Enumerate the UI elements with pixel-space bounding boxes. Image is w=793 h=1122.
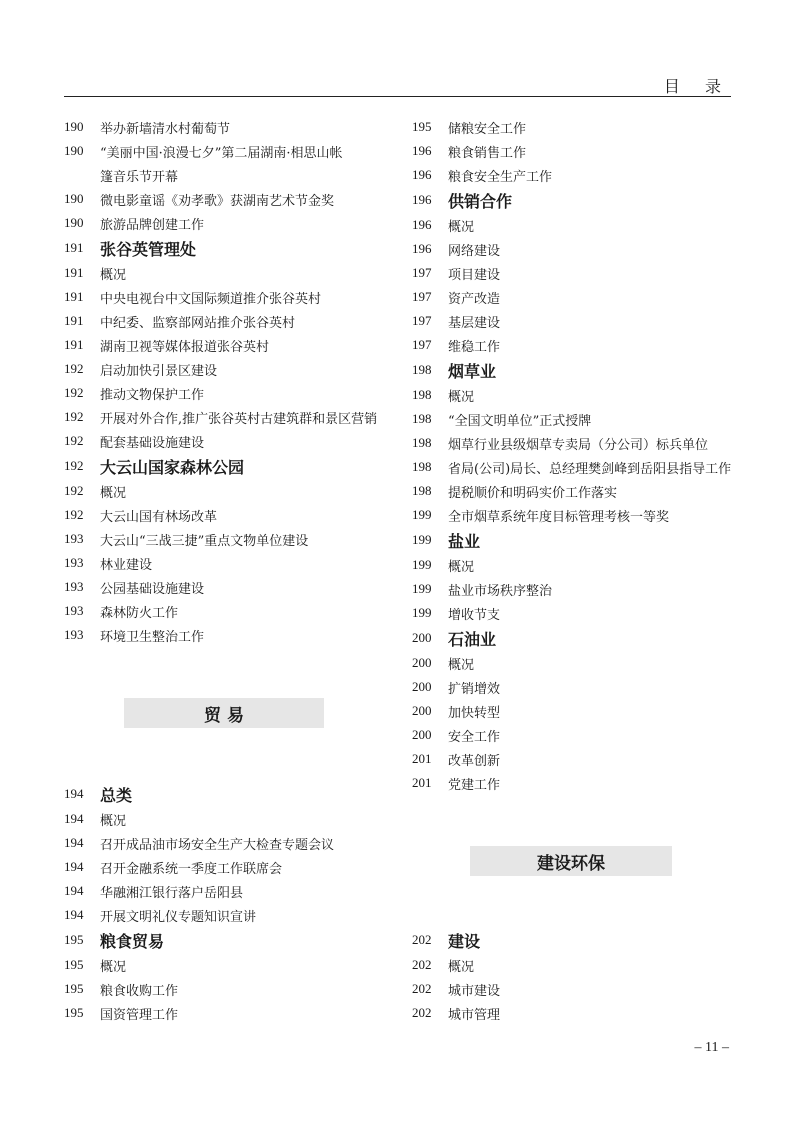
- toc-page-number: 192: [64, 385, 84, 400]
- toc-entry-text: 召开金融系统一季度工作联席会: [100, 861, 283, 877]
- toc-entry-text: 开展对外合作,推广张谷英村古建筑群和景区营销: [100, 411, 378, 427]
- toc-page-number: 194: [64, 907, 84, 922]
- toc-page-number: 192: [64, 409, 84, 424]
- toc-page-number: 191: [64, 313, 84, 328]
- toc-entry: [412, 139, 742, 163]
- toc-section-heading: [412, 527, 742, 553]
- toc-entry: [64, 163, 394, 187]
- toc-entry-text: 中纪委、监察部网站推介张谷英村: [100, 315, 296, 331]
- toc-entry: [64, 333, 394, 357]
- toc-entry: [412, 455, 742, 479]
- toc-heading-text: 烟草业: [448, 361, 497, 381]
- toc-left-bottom: [64, 781, 394, 1025]
- toc-entry-text: 概况: [448, 389, 475, 405]
- toc-entry-text: 粮食安全生产工作: [448, 169, 553, 185]
- toc-entry-text: 林业建设: [100, 557, 153, 573]
- toc-entry-text: 资产改造: [448, 291, 501, 307]
- toc-page-number: 193: [64, 603, 84, 618]
- toc-entry: [64, 623, 394, 647]
- toc-entry-text: 网络建设: [448, 243, 501, 259]
- toc-entry-text: 微电影童谣《劝孝歌》获湖南艺术节金奖: [100, 193, 335, 209]
- toc-page-number: 200: [412, 727, 432, 742]
- toc-entry-text: 召开成品油市场安全生产大检查专题会议: [100, 837, 335, 853]
- toc-entry: [412, 285, 742, 309]
- toc-entry-text: 概况: [448, 959, 475, 975]
- toc-page-number: 194: [64, 859, 84, 874]
- toc-entry-text: 储粮安全工作: [448, 121, 527, 137]
- toc-page-number: 195: [412, 119, 432, 134]
- toc-entry-text: 党建工作: [448, 777, 501, 793]
- toc-entry: [64, 903, 394, 927]
- toc-entry-text: 盐业市场秩序整治: [448, 583, 553, 599]
- toc-entry: [64, 261, 394, 285]
- toc-entry: [412, 651, 742, 675]
- toc-entry: [64, 953, 394, 977]
- toc-page-number: 199: [412, 532, 432, 547]
- toc-page-number: 191: [64, 337, 84, 352]
- toc-entry: [64, 503, 394, 527]
- toc-entry-text: 全市烟草系统年度目标管理考核一等奖: [448, 509, 670, 525]
- toc-entry: [64, 807, 394, 831]
- toc-section-heading: [412, 625, 742, 651]
- toc-section-heading: [64, 927, 394, 953]
- toc-entry: [412, 237, 742, 261]
- toc-page-number: 192: [64, 458, 84, 473]
- toc-entry-text: “美丽中国·浪漫七夕”第二届湖南·相思山帐: [100, 145, 343, 161]
- toc-entry: [64, 479, 394, 503]
- toc-page-number: 190: [64, 191, 84, 206]
- toc-section-heading: [64, 235, 394, 261]
- toc-entry: [412, 723, 742, 747]
- toc-entry: [412, 977, 742, 1001]
- toc-heading-text: 总类: [100, 785, 133, 805]
- toc-page-number: 201: [412, 751, 432, 766]
- toc-right-bottom: [412, 927, 742, 1025]
- toc-page-number: 202: [412, 981, 432, 996]
- toc-entry-text: 华融湘江银行落户岳阳县: [100, 885, 244, 901]
- toc-section-heading: [64, 453, 394, 479]
- toc-entry: [64, 187, 394, 211]
- toc-section-heading: [64, 781, 394, 807]
- toc-entry: [412, 333, 742, 357]
- toc-entry: [64, 429, 394, 453]
- toc-entry-text: 举办新墙清水村葡萄节: [100, 121, 231, 137]
- toc-entry-text: 项目建设: [448, 267, 501, 283]
- toc-entry-text: 概况: [100, 959, 127, 975]
- toc-heading-text: 张谷英管理处: [100, 239, 197, 259]
- toc-heading-text: 供销合作: [448, 191, 513, 211]
- toc-page-number: 195: [64, 957, 84, 972]
- toc-entry: [412, 163, 742, 187]
- toc-left-top: [64, 115, 394, 647]
- toc-page-number: 198: [412, 459, 432, 474]
- toc-entry: [64, 381, 394, 405]
- toc-page-number: 191: [64, 265, 84, 280]
- toc-entry-text: 篷音乐节开幕: [100, 169, 179, 185]
- toc-page-number: 194: [64, 883, 84, 898]
- toc-entry-text: 维稳工作: [448, 339, 501, 355]
- toc-page-number: 194: [64, 811, 84, 826]
- toc-entry-text: 烟草行业县级烟草专卖局（分公司）标兵单位: [448, 437, 709, 453]
- toc-heading-text: 大云山国家森林公园: [100, 457, 245, 477]
- toc-page-number: 197: [412, 337, 432, 352]
- toc-entry: [64, 211, 394, 235]
- toc-page-number: 198: [412, 483, 432, 498]
- toc-entry: [412, 1001, 742, 1025]
- page-number: – 11 –: [694, 1040, 729, 1055]
- toc-page-number: 195: [64, 981, 84, 996]
- toc-entry-text: 加快转型: [448, 705, 501, 721]
- toc-page-number: 190: [64, 143, 84, 158]
- toc-entry-text: 概况: [100, 813, 127, 829]
- toc-heading-text: 粮食贸易: [100, 931, 165, 951]
- toc-section-heading: [412, 927, 742, 953]
- toc-page-number: 199: [412, 507, 432, 522]
- toc-entry: [412, 115, 742, 139]
- toc-entry-text: 扩销增效: [448, 681, 501, 697]
- toc-page-number: 198: [412, 362, 432, 377]
- toc-entry: [412, 953, 742, 977]
- toc-right-top: [412, 115, 742, 795]
- toc-section-heading: [412, 357, 742, 383]
- toc-entry-text: 概况: [448, 657, 475, 673]
- toc-entry: [64, 285, 394, 309]
- toc-page-number: 199: [412, 581, 432, 596]
- toc-entry: [412, 383, 742, 407]
- toc-entry-text: 环境卫生整治工作: [100, 629, 205, 645]
- toc-page-number: 192: [64, 507, 84, 522]
- toc-entry-text: 国资管理工作: [100, 1007, 179, 1023]
- toc-entry: [64, 879, 394, 903]
- toc-entry: [64, 115, 394, 139]
- toc-entry: [64, 831, 394, 855]
- toc-entry: [64, 575, 394, 599]
- toc-page-number: 202: [412, 1005, 432, 1020]
- toc-entry: [412, 699, 742, 723]
- toc-entry-text: 基层建设: [448, 315, 501, 331]
- toc-entry-text: 中央电视台中文国际频道推介张谷英村: [100, 291, 322, 307]
- toc-page-number: 192: [64, 361, 84, 376]
- toc-entry: [412, 213, 742, 237]
- toc-entry: [64, 139, 394, 163]
- toc-entry-text: 配套基础设施建设: [100, 435, 205, 451]
- toc-page-number: 199: [412, 605, 432, 620]
- toc-entry: [412, 503, 742, 527]
- toc-page-number: 202: [412, 957, 432, 972]
- toc-entry: [64, 309, 394, 333]
- toc-page-number: 191: [64, 289, 84, 304]
- page-header-title: 目 录: [663, 77, 731, 96]
- toc-page-number: 195: [64, 1005, 84, 1020]
- toc-entry: [64, 1001, 394, 1025]
- section-title-trade: 贸 易: [124, 698, 324, 728]
- toc-page-number: 193: [64, 579, 84, 594]
- toc-entry-text: 大云山国有林场改革: [100, 509, 218, 525]
- toc-entry: [412, 553, 742, 577]
- toc-entry: [64, 405, 394, 429]
- toc-page-number: 191: [64, 240, 84, 255]
- toc-page-number: 200: [412, 703, 432, 718]
- toc-page-number: 196: [412, 241, 432, 256]
- toc-entry-text: 概况: [100, 267, 127, 283]
- toc-entry-text: 提税顺价和明码实价工作落实: [448, 485, 618, 501]
- toc-entry: [64, 977, 394, 1001]
- toc-page-number: 198: [412, 435, 432, 450]
- toc-page-number: 199: [412, 557, 432, 572]
- toc-entry: [64, 551, 394, 575]
- toc-entry: [412, 675, 742, 699]
- toc-entry-text: 改革创新: [448, 753, 501, 769]
- toc-page-number: 197: [412, 313, 432, 328]
- toc-page-number: 198: [412, 387, 432, 402]
- toc-page-number: 200: [412, 679, 432, 694]
- toc-entry-text: 森林防火工作: [100, 605, 179, 621]
- toc-entry-text: 大云山“三战三捷”重点文物单位建设: [100, 533, 309, 549]
- toc-entry: [412, 407, 742, 431]
- toc-entry: [412, 747, 742, 771]
- toc-page-number: 200: [412, 630, 432, 645]
- toc-page-number: 200: [412, 655, 432, 670]
- toc-section-heading: [412, 187, 742, 213]
- toc-entry-text: 旅游品牌创建工作: [100, 217, 205, 233]
- toc-entry-text: 概况: [100, 485, 127, 501]
- toc-entry-text: 增收节支: [448, 607, 501, 623]
- toc-entry-text: 启动加快引景区建设: [100, 363, 218, 379]
- toc-entry: [412, 601, 742, 625]
- toc-page-number: 198: [412, 411, 432, 426]
- toc-page-number: 193: [64, 555, 84, 570]
- toc-heading-text: 建设: [448, 931, 481, 951]
- toc-page-number: 192: [64, 433, 84, 448]
- toc-entry-text: 概况: [448, 219, 475, 235]
- toc-entry-text: “全国文明单位”正式授牌: [448, 413, 592, 429]
- toc-page-number: 194: [64, 786, 84, 801]
- toc-entry-text: 开展文明礼仪专题知识宣讲: [100, 909, 257, 925]
- toc-entry-text: 粮食收购工作: [100, 983, 179, 999]
- toc-entry: [64, 599, 394, 623]
- toc-page-number: 196: [412, 217, 432, 232]
- toc-page-number: 197: [412, 265, 432, 280]
- toc-entry-text: 推动文物保护工作: [100, 387, 205, 403]
- toc-page-number: 190: [64, 215, 84, 230]
- toc-entry-text: 城市建设: [448, 983, 501, 999]
- toc-entry: [64, 855, 394, 879]
- toc-entry: [412, 261, 742, 285]
- toc-page-number: 197: [412, 289, 432, 304]
- toc-entry-text: 省局(公司)局长、总经理樊剑峰到岳阳县指导工作: [448, 461, 732, 477]
- toc-heading-text: 盐业: [448, 531, 481, 551]
- toc-page-number: 192: [64, 483, 84, 498]
- toc-entry: [412, 431, 742, 455]
- toc-page-number: 193: [64, 627, 84, 642]
- toc-page-number: 196: [412, 143, 432, 158]
- section-title-construction: 建设环保: [470, 846, 672, 876]
- toc-page-number: 196: [412, 167, 432, 182]
- toc-entry: [412, 479, 742, 503]
- toc-entry: [412, 309, 742, 333]
- toc-page-number: 202: [412, 932, 432, 947]
- toc-entry-text: 概况: [448, 559, 475, 575]
- toc-entry-text: 湖南卫视等媒体报道张谷英村: [100, 339, 270, 355]
- toc-entry-text: 公园基础设施建设: [100, 581, 205, 597]
- toc-entry-text: 安全工作: [448, 729, 501, 745]
- toc-page-number: 193: [64, 531, 84, 546]
- header-rule: [64, 96, 731, 97]
- toc-entry-text: 城市管理: [448, 1007, 501, 1023]
- toc-page-number: 195: [64, 932, 84, 947]
- toc-heading-text: 石油业: [448, 629, 497, 649]
- toc-page-number: 201: [412, 775, 432, 790]
- toc-entry: [412, 577, 742, 601]
- toc-entry: [64, 527, 394, 551]
- toc-page-number: 196: [412, 192, 432, 207]
- toc-entry-text: 粮食销售工作: [448, 145, 527, 161]
- toc-entry: [64, 357, 394, 381]
- toc-page-number: 194: [64, 835, 84, 850]
- toc-entry: [412, 771, 742, 795]
- toc-page-number: 190: [64, 119, 84, 134]
